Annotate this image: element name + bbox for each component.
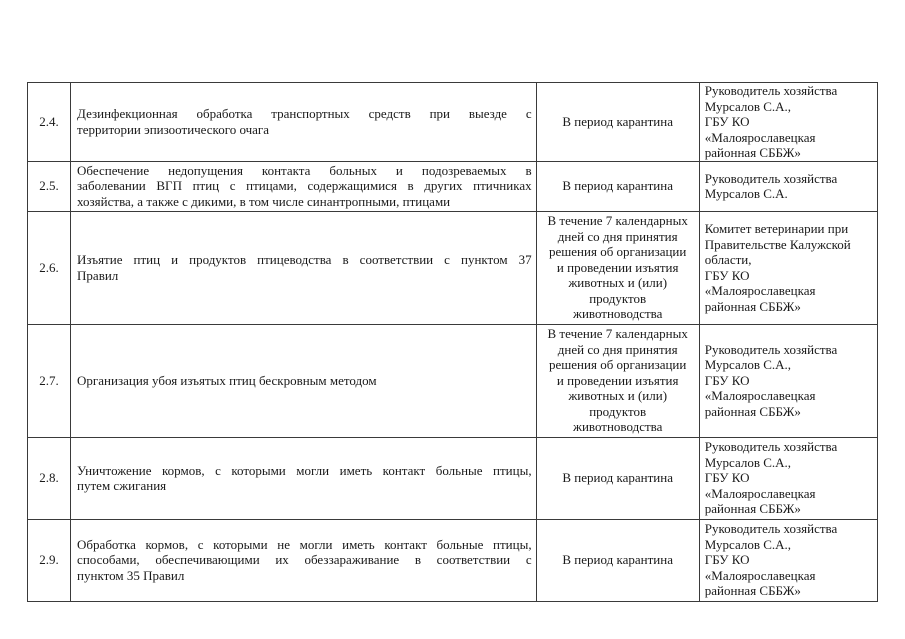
responsible-line: «Малоярославецкая	[704, 129, 816, 145]
term-line: продуктов	[589, 290, 647, 306]
term-text	[537, 552, 699, 568]
term-line: В течение 7 календарных	[547, 326, 688, 342]
table-row	[28, 211, 878, 324]
responsible-cell	[699, 324, 877, 437]
action-cell	[71, 519, 537, 601]
term-line: В течение 7 календарных	[547, 213, 688, 229]
responsible-line: районная СББЖ»	[704, 403, 801, 419]
term-line: решения об организации	[549, 357, 687, 373]
responsible-cell	[699, 161, 877, 211]
action-line: пунктом 35 Правил	[77, 567, 185, 583]
action-cell	[71, 83, 537, 162]
term-line: животных и (или)	[568, 275, 668, 291]
action-text	[71, 163, 536, 210]
responsible-line: районная СББЖ»	[704, 145, 801, 160]
term-cell	[536, 519, 699, 601]
action-line: хозяйства, а также с дикими, в том числе синантропными, птицами	[77, 193, 451, 209]
responsible-line: Правительстве Калужской	[704, 236, 851, 252]
responsible-line: «Малоярославецкая	[704, 283, 816, 298]
responsible-line: Руководитель хозяйства	[704, 439, 838, 455]
responsible-line: Мурсалов С.А.,	[704, 357, 792, 373]
action-line: заболевании ВГП птиц с птицами, содержащимися в других птичниках	[77, 178, 532, 194]
term-cell	[536, 83, 699, 162]
action-line: способами, обеспечивающими их обеззараживание в соответствии с	[77, 552, 532, 568]
action-text	[71, 106, 536, 137]
row-number: 2.9.	[39, 552, 59, 568]
action-cell	[71, 211, 537, 324]
term-line: животных и (или)	[568, 388, 668, 404]
responsible-line: Мурсалов С.А.,	[704, 536, 792, 552]
responsible-cell	[699, 211, 877, 324]
responsible-text	[700, 83, 877, 161]
term-line: и проведении изъятия	[556, 372, 679, 388]
action-text	[71, 252, 536, 283]
term-text	[537, 114, 699, 130]
action-text	[71, 537, 536, 584]
responsible-text	[700, 521, 877, 599]
term-cell	[536, 161, 699, 211]
term-cell	[536, 211, 699, 324]
responsible-line: ГБУ КО	[704, 470, 750, 486]
table-row	[28, 519, 878, 601]
term-line: В период карантина	[562, 552, 673, 568]
table-row	[28, 83, 878, 162]
term-line: дней со дня принятия	[557, 228, 678, 244]
action-line: Изъятие птиц и продуктов птицеводства в соответствии с пунктом 37	[77, 252, 532, 267]
responsible-line: Руководитель хозяйства	[704, 341, 838, 357]
action-text	[71, 463, 536, 494]
responsible-cell	[699, 83, 877, 162]
responsible-line: ГБУ КО	[704, 114, 750, 129]
responsible-line: «Малоярославецкая	[704, 388, 816, 404]
responsible-line: районная СББЖ»	[704, 583, 801, 599]
row-number-cell	[28, 161, 71, 211]
action-line: путем сжигания	[77, 478, 167, 493]
responsible-line: районная СББЖ»	[704, 501, 801, 517]
table-row	[28, 161, 878, 211]
term-line: животноводства	[572, 419, 663, 435]
responsible-text	[700, 342, 877, 420]
row-number-cell	[28, 211, 71, 324]
term-line: В период карантина	[562, 178, 673, 194]
row-number: 2.7.	[39, 372, 59, 388]
term-line: В период карантина	[562, 114, 673, 129]
responsible-cell	[699, 519, 877, 601]
responsible-text	[700, 439, 877, 517]
action-line: Уничтожение кормов, с которыми могли иметь контакт больные птицы,	[77, 462, 532, 478]
term-cell	[536, 437, 699, 519]
action-line: Организация убоя изъятых птиц бескровным методом	[77, 372, 377, 388]
term-text	[537, 213, 699, 322]
term-line: и проведении изъятия	[556, 259, 679, 275]
responsible-line: Руководитель хозяйства	[704, 83, 838, 98]
row-number: 2.4.	[39, 114, 59, 129]
responsible-line: Комитет ветеринарии при	[704, 221, 849, 236]
row-number-cell	[28, 519, 71, 601]
responsible-text	[700, 221, 877, 314]
action-cell	[71, 161, 537, 211]
row-number-cell	[28, 437, 71, 519]
action-cell	[71, 437, 537, 519]
responsible-line: ГБУ КО	[704, 552, 750, 568]
responsible-text	[700, 171, 877, 202]
row-number: 2.6.	[39, 259, 59, 275]
row-number: 2.8.	[39, 470, 59, 486]
responsible-line: Мурсалов С.А.	[704, 186, 788, 201]
action-line: территории эпизоотического очага	[77, 121, 270, 137]
responsible-line: Мурсалов С.А.,	[704, 454, 792, 470]
term-cell	[536, 324, 699, 437]
action-cell	[71, 324, 537, 437]
term-text	[537, 178, 699, 194]
responsible-line: Мурсалов С.А.,	[704, 98, 792, 114]
responsible-line: ГБУ КО	[704, 267, 750, 283]
term-text	[537, 326, 699, 435]
action-line: Дезинфекционная обработка транспортных средств при выезде с	[77, 106, 532, 122]
term-text	[537, 470, 699, 486]
responsible-line: Руководитель хозяйства	[704, 521, 838, 537]
table-row	[28, 324, 878, 437]
responsible-line: Руководитель хозяйства	[704, 170, 838, 186]
responsible-line: ГБУ КО	[704, 372, 750, 388]
responsible-line: «Малоярославецкая	[704, 485, 816, 501]
row-number-cell	[28, 324, 71, 437]
row-number-cell	[28, 83, 71, 162]
row-number: 2.5.	[39, 178, 59, 194]
action-line: Обработка кормов, с которыми не могли иметь контакт больные птицы,	[77, 536, 532, 552]
table-row	[28, 437, 878, 519]
term-line: В период карантина	[562, 470, 673, 486]
term-line: животноводства	[572, 306, 663, 322]
action-line: Обеспечение недопущения контакта больных и подозреваемых в	[77, 162, 532, 178]
responsible-line: «Малоярославецкая	[704, 567, 816, 583]
responsible-cell	[699, 437, 877, 519]
term-line: решения об организации	[549, 244, 687, 260]
responsible-line: области,	[704, 252, 752, 267]
action-line: Правил	[77, 267, 119, 283]
measures-table	[27, 82, 878, 602]
term-line: продуктов	[589, 403, 647, 419]
action-text	[71, 373, 536, 389]
term-line: дней со дня принятия	[557, 341, 678, 357]
responsible-line: районная СББЖ»	[704, 298, 801, 314]
